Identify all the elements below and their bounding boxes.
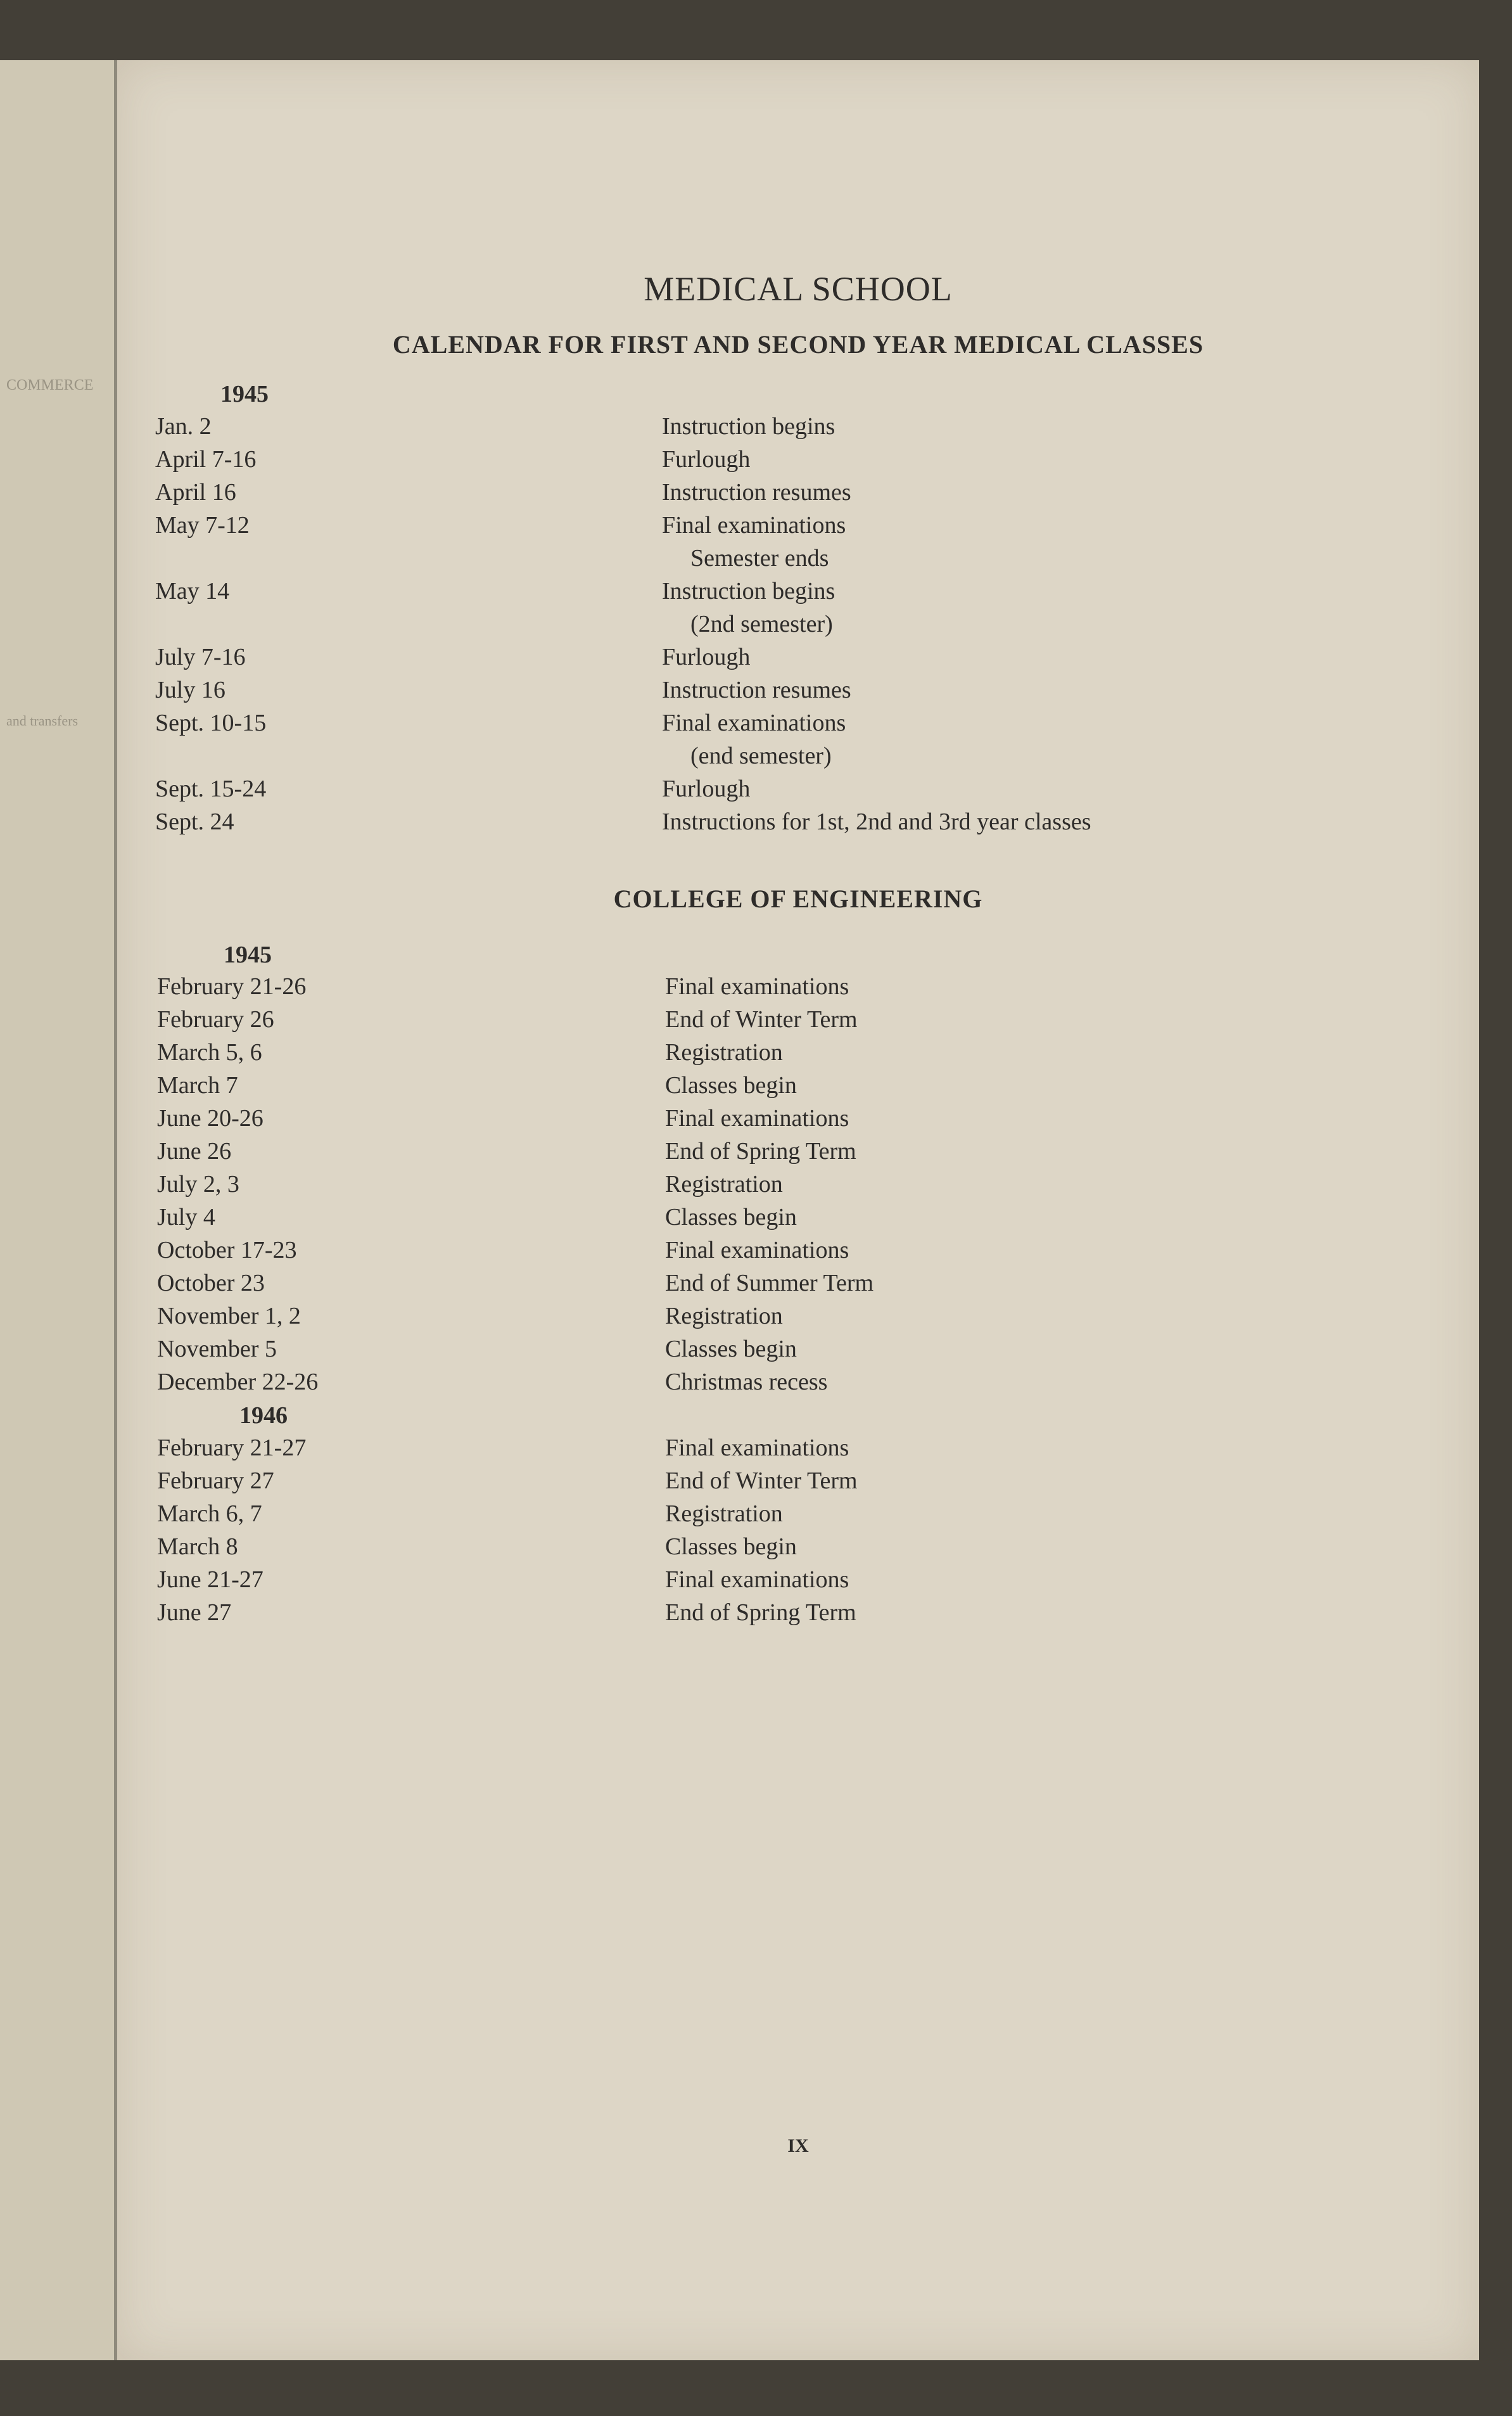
calendar-event: Instruction begins — [662, 578, 835, 604]
calendar-event: (end semester) — [690, 743, 832, 769]
calendar-row — [117, 1135, 1479, 1168]
calendar-row — [117, 1333, 1479, 1365]
calendar-event: Registration — [665, 1303, 783, 1329]
calendar-date: June 26 — [157, 1138, 232, 1165]
calendar-row — [117, 1497, 1479, 1530]
calendar-date: July 16 — [155, 677, 226, 703]
calendar-date: July 4 — [157, 1204, 215, 1230]
calendar-event: Instructions for 1st, 2nd and 3rd year classes — [662, 809, 1091, 835]
calendar-row — [117, 706, 1479, 739]
calendar-date: Sept. 10-15 — [155, 710, 267, 736]
medical-year-heading: 1945 — [220, 381, 269, 407]
calendar-date: February 27 — [157, 1467, 274, 1494]
calendar-event: Final examinations — [665, 1237, 849, 1263]
calendar-event: Instruction resumes — [662, 677, 851, 703]
calendar-date: March 6, 7 — [157, 1500, 262, 1527]
calendar-row — [117, 509, 1479, 542]
facing-page-fragment: and transfers — [6, 713, 79, 729]
calendar-row — [117, 1267, 1479, 1300]
calendar-row — [117, 608, 1479, 641]
calendar-event: Furlough — [662, 776, 751, 802]
calendar-row — [117, 805, 1479, 838]
calendar-date: March 7 — [157, 1072, 238, 1099]
calendar-event: End of Spring Term — [665, 1138, 856, 1165]
calendar-row — [117, 1168, 1479, 1201]
facing-page-fragment: COMMERCE — [6, 377, 94, 393]
calendar-event: Instruction resumes — [662, 479, 851, 506]
calendar-date: June 27 — [157, 1599, 232, 1626]
calendar-row — [117, 575, 1479, 608]
calendar-date: October 23 — [157, 1270, 265, 1296]
calendar-row — [117, 542, 1479, 575]
calendar-event: Classes begin — [665, 1072, 797, 1099]
calendar-row — [117, 1596, 1479, 1629]
calendar-date: December 22-26 — [157, 1369, 319, 1395]
calendar-date: November 1, 2 — [157, 1303, 301, 1329]
calendar-row — [117, 1365, 1479, 1398]
engineering-year-1946-heading: 1946 — [239, 1402, 288, 1429]
calendar-row — [117, 410, 1479, 443]
calendar-event: Registration — [665, 1500, 783, 1527]
calendar-event: Final examinations — [665, 1566, 849, 1593]
calendar-row — [117, 1102, 1479, 1135]
calendar-date: Jan. 2 — [155, 413, 212, 440]
calendar-row — [117, 1201, 1479, 1234]
calendar-event: End of Summer Term — [665, 1270, 874, 1296]
calendar-row — [117, 1300, 1479, 1333]
calendar-event: (2nd semester) — [690, 611, 833, 637]
calendar-date: April 16 — [155, 479, 236, 506]
calendar-row — [117, 1069, 1479, 1102]
engineering-title: COLLEGE OF ENGINEERING — [613, 885, 983, 913]
medical-calendar-table — [117, 410, 1479, 838]
calendar-date: Sept. 24 — [155, 809, 234, 835]
calendar-date: October 17-23 — [157, 1237, 297, 1263]
calendar-row — [117, 1036, 1479, 1069]
document-page — [117, 60, 1479, 2360]
calendar-row — [117, 970, 1479, 1003]
calendar-row — [117, 674, 1479, 706]
calendar-date: March 5, 6 — [157, 1039, 262, 1066]
calendar-date: March 8 — [157, 1533, 238, 1560]
calendar-row — [117, 739, 1479, 772]
calendar-event: Final examinations — [662, 710, 846, 736]
calendar-row — [117, 476, 1479, 509]
calendar-event: End of Winter Term — [665, 1006, 858, 1033]
calendar-event: Classes begin — [665, 1533, 797, 1560]
calendar-event: Final examinations — [665, 1435, 849, 1461]
calendar-event: Final examinations — [665, 973, 849, 1000]
calendar-row — [117, 1464, 1479, 1497]
calendar-event: Furlough — [662, 446, 751, 473]
calendar-event: Instruction begins — [662, 413, 835, 440]
engineering-year-1945-heading: 1945 — [224, 942, 272, 968]
calendar-event: Final examinations — [662, 512, 846, 539]
calendar-row — [117, 1234, 1479, 1267]
page-number: IX — [787, 2135, 809, 2156]
calendar-row — [117, 1530, 1479, 1563]
calendar-date: July 7-16 — [155, 644, 246, 670]
calendar-event: Registration — [665, 1171, 783, 1198]
calendar-event: Classes begin — [665, 1204, 797, 1230]
engineering-calendar-1946 — [117, 1431, 1479, 1629]
calendar-date: February 21-27 — [157, 1435, 307, 1461]
calendar-date: Sept. 15-24 — [155, 776, 267, 802]
calendar-date: November 5 — [157, 1336, 277, 1362]
calendar-event: Registration — [665, 1039, 783, 1066]
medical-calendar-subtitle: CALENDAR FOR FIRST AND SECOND YEAR MEDICAL CLASSES — [392, 330, 1204, 359]
calendar-row — [117, 641, 1479, 674]
calendar-row — [117, 772, 1479, 805]
calendar-row — [117, 1431, 1479, 1464]
calendar-date: April 7-16 — [155, 446, 257, 473]
calendar-event: Furlough — [662, 644, 751, 670]
calendar-date: June 21-27 — [157, 1566, 264, 1593]
calendar-date: February 26 — [157, 1006, 274, 1033]
facing-page-edge — [0, 60, 118, 2360]
calendar-date: May 7-12 — [155, 512, 250, 539]
calendar-date: May 14 — [155, 578, 230, 604]
calendar-row — [117, 1003, 1479, 1036]
calendar-event: Christmas recess — [665, 1369, 828, 1395]
calendar-date: July 2, 3 — [157, 1171, 239, 1198]
calendar-date: June 20-26 — [157, 1105, 264, 1132]
medical-school-title: MEDICAL SCHOOL — [644, 270, 953, 308]
calendar-event: Classes begin — [665, 1336, 797, 1362]
calendar-row — [117, 443, 1479, 476]
calendar-event: End of Spring Term — [665, 1599, 856, 1626]
calendar-event: End of Winter Term — [665, 1467, 858, 1494]
calendar-event: Final examinations — [665, 1105, 849, 1132]
engineering-calendar-1945 — [117, 970, 1479, 1398]
calendar-date: February 21-26 — [157, 973, 307, 1000]
calendar-event: Semester ends — [690, 545, 829, 572]
calendar-row — [117, 1563, 1479, 1596]
